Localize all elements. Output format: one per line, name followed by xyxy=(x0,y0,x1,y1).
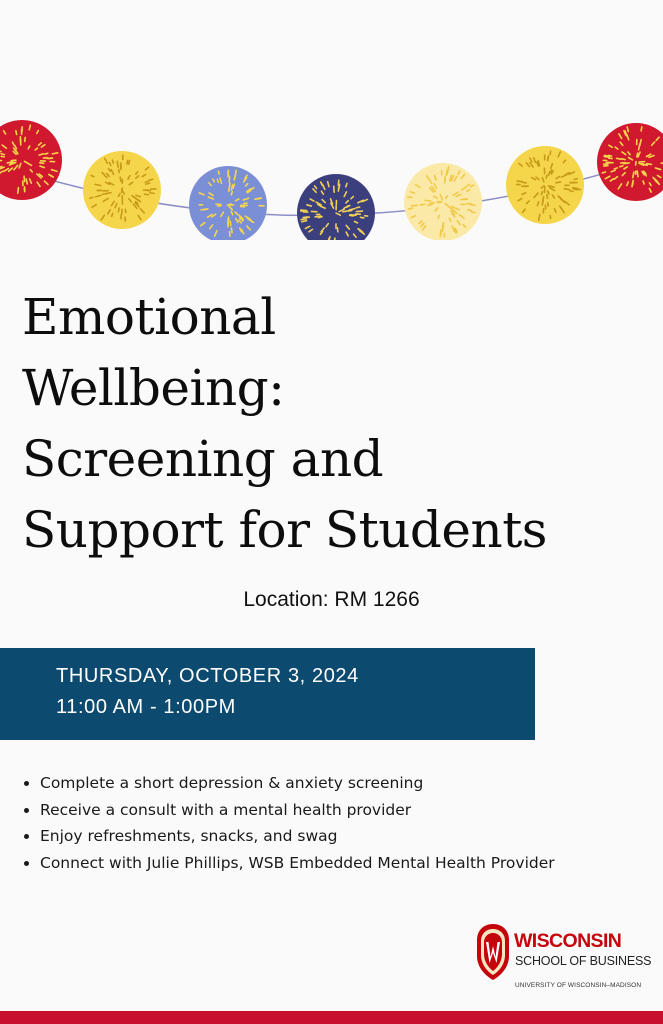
pom-pom xyxy=(0,120,62,200)
event-date: THURSDAY, OCTOBER 3, 2024 xyxy=(56,665,359,687)
logo-school: SCHOOL OF BUSINESS xyxy=(515,954,652,968)
pom-pom xyxy=(597,123,663,201)
page-title xyxy=(22,282,652,566)
list-item: • Complete a short depression & anxiety screening xyxy=(40,770,663,797)
list-item: • Receive a consult with a mental health provider xyxy=(40,797,663,824)
wsb-logo xyxy=(474,922,652,994)
location-text: Location: RM 1266 xyxy=(243,588,420,611)
logo-name: WISCONSIN xyxy=(514,930,622,952)
title-line: Screening and xyxy=(22,430,384,488)
date-time-banner xyxy=(0,648,535,740)
pom-pom xyxy=(297,174,375,240)
title-line: Wellbeing: xyxy=(22,359,285,417)
logo-university: UNIVERSITY OF WISCONSIN–MADISON xyxy=(515,982,642,989)
pom-pom-garland xyxy=(0,110,663,240)
list-item: • Enjoy refreshments, snacks, and swag xyxy=(40,823,663,850)
footer-bar xyxy=(0,1011,663,1024)
title-line: Support for Students xyxy=(22,501,547,559)
benefits-list xyxy=(14,770,663,876)
title-line: Emotional xyxy=(22,288,276,346)
event-time: 11:00 AM - 1:00PM xyxy=(56,696,236,718)
list-item: • Connect with Julie Phillips, WSB Embedded Mental Health Provider xyxy=(40,850,663,877)
pom-pom xyxy=(404,163,482,240)
pom-pom xyxy=(506,146,584,224)
pom-pom xyxy=(189,166,267,240)
pom-pom xyxy=(83,151,161,229)
wisconsin-crest-icon xyxy=(474,922,512,982)
